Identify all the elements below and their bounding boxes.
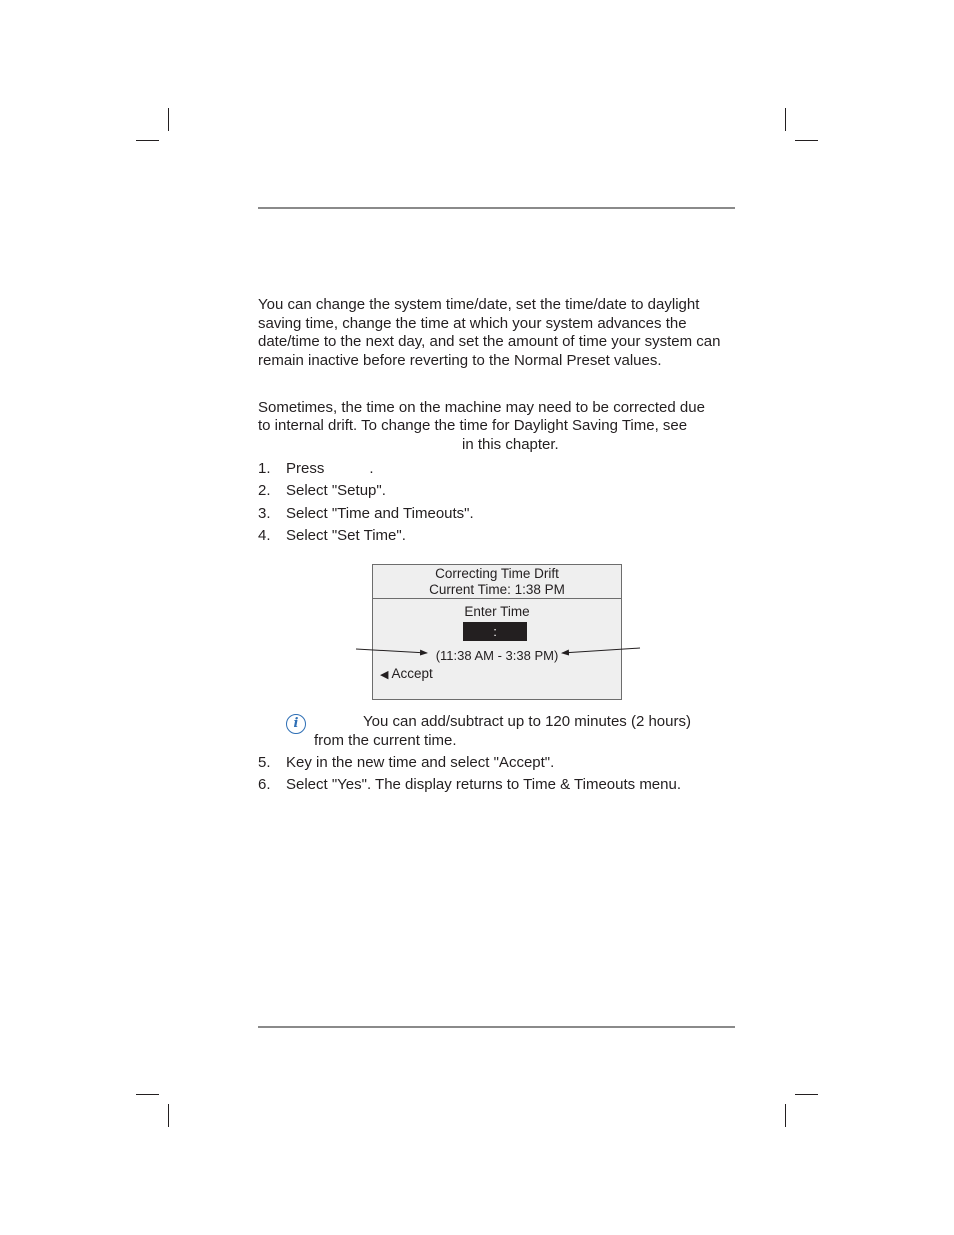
- drift-paragraph-line-3: in this chapter.: [462, 436, 559, 453]
- drift-paragraph-line-1: Sometimes, the time on the machine may need to be corrected due: [258, 399, 705, 416]
- current-time-readout: Current Time: 1:38 PM: [429, 581, 565, 597]
- note-line-1: You can add/subtract up to 120 minutes (2 hours): [363, 713, 691, 730]
- time-entry-field[interactable]: :: [463, 622, 527, 641]
- step-text: Press: [286, 460, 325, 477]
- step-number: 2.: [258, 482, 271, 499]
- note-line-2: from the current time.: [314, 732, 457, 749]
- step-number: 1.: [258, 460, 271, 477]
- screen-title: Correcting Time Drift: [435, 566, 559, 581]
- step-number: 5.: [258, 754, 271, 771]
- info-icon: i: [286, 714, 306, 734]
- step-number: 4.: [258, 527, 271, 544]
- drift-paragraph-line-2: to internal drift. To change the time for Daylight Saving Time, see: [258, 417, 688, 434]
- step-text: Select "Setup".: [286, 482, 386, 499]
- time-range-label: (11:38 AM - 3:38 PM): [435, 648, 559, 663]
- step-number: 6.: [258, 776, 271, 793]
- step-6: [258, 776, 681, 794]
- step-number: 3.: [258, 505, 271, 522]
- callout-arrow-right: [562, 648, 640, 653]
- left-arrow-icon: ◀: [380, 669, 389, 681]
- enter-time-prompt: Enter Time: [464, 604, 530, 619]
- step-text: Select "Time and Timeouts".: [286, 505, 474, 522]
- accept-label: Accept: [391, 666, 433, 681]
- callout-arrow-left: [356, 649, 427, 653]
- step-text: Key in the new time and select "Accept".: [286, 754, 555, 771]
- step-suffix: .: [369, 460, 374, 477]
- step-text: Select "Yes". The display returns to Time & Timeouts menu.: [286, 776, 682, 793]
- step-text: Select "Set Time".: [286, 527, 406, 544]
- step-5: [258, 754, 554, 772]
- intro-paragraph: You can change the system time/date, set the time/date to daylight saving time, change the time at which your system advances the date/time to the next day, and set the amount of time your system can remain inactive before reverting to the Normal Preset values.: [258, 296, 721, 369]
